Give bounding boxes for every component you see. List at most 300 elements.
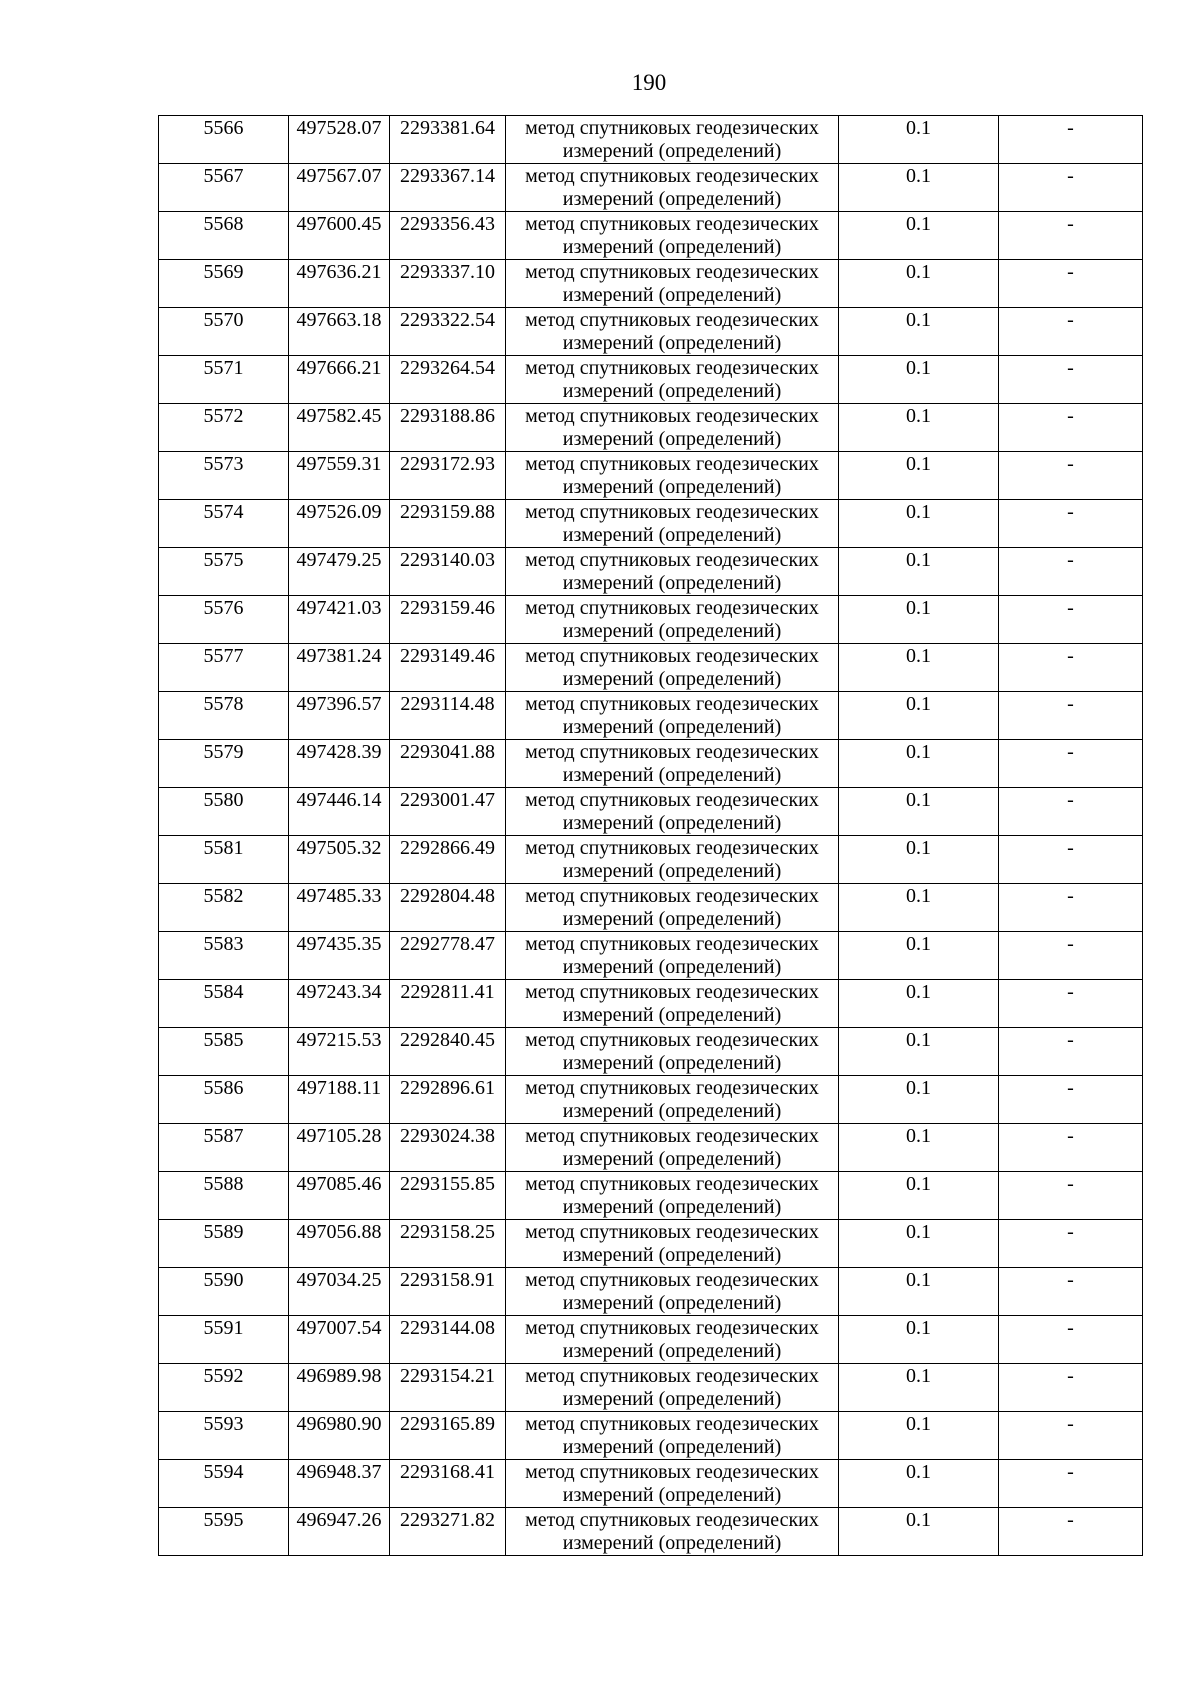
method-text: метод спутниковых геодезических измерений (определений) <box>525 1125 819 1170</box>
accuracy-cell <box>839 548 999 596</box>
y-coordinate-cell <box>390 1172 506 1220</box>
accuracy-value: 0.1 <box>906 453 931 475</box>
method-cell <box>506 212 839 260</box>
description-value: - <box>1067 213 1074 235</box>
accuracy-cell <box>839 884 999 932</box>
x-coordinate-cell <box>289 932 390 980</box>
x-coordinate-cell <box>289 1412 390 1460</box>
description-cell <box>999 1028 1143 1076</box>
point-number: 5566 <box>203 117 244 139</box>
method-text: метод спутниковых геодезических измерений (определений) <box>525 885 819 930</box>
x-coordinate: 497636.21 <box>296 261 382 283</box>
method-cell <box>506 1076 839 1124</box>
point-number-cell <box>159 884 289 932</box>
table-row <box>159 452 1143 500</box>
accuracy-cell <box>839 836 999 884</box>
table-row <box>159 1268 1143 1316</box>
description-cell <box>999 1508 1143 1556</box>
point-number-cell <box>159 404 289 452</box>
y-coordinate-cell <box>390 1124 506 1172</box>
point-number: 5572 <box>203 405 244 427</box>
accuracy-cell <box>839 1172 999 1220</box>
point-number-cell <box>159 980 289 1028</box>
accuracy-value: 0.1 <box>906 1365 931 1387</box>
y-coordinate-cell <box>390 884 506 932</box>
y-coordinate-cell <box>390 500 506 548</box>
x-coordinate-cell <box>289 788 390 836</box>
table-row <box>159 1028 1143 1076</box>
description-value: - <box>1067 789 1074 811</box>
accuracy-value: 0.1 <box>906 1269 931 1291</box>
x-coordinate: 497215.53 <box>296 1029 382 1051</box>
x-coordinate-cell <box>289 692 390 740</box>
method-cell <box>506 1220 839 1268</box>
accuracy-value: 0.1 <box>906 645 931 667</box>
accuracy-cell <box>839 1412 999 1460</box>
x-coordinate: 497188.11 <box>296 1077 382 1099</box>
description-value: - <box>1067 357 1074 379</box>
accuracy-cell <box>839 164 999 212</box>
method-cell <box>506 692 839 740</box>
description-value: - <box>1067 1461 1074 1483</box>
description-cell <box>999 1316 1143 1364</box>
method-text: метод спутниковых геодезических измерений (определений) <box>525 981 819 1026</box>
x-coordinate: 497435.35 <box>296 933 382 955</box>
description-value: - <box>1067 1365 1074 1387</box>
table-row <box>159 1460 1143 1508</box>
point-number: 5570 <box>203 309 244 331</box>
point-number-cell <box>159 692 289 740</box>
accuracy-value: 0.1 <box>906 1125 931 1147</box>
accuracy-cell <box>839 692 999 740</box>
x-coordinate-cell <box>289 500 390 548</box>
coordinates-table <box>158 115 1143 1556</box>
x-coordinate-cell <box>289 1364 390 1412</box>
method-text: метод спутниковых геодезических измерений (определений) <box>525 1269 819 1314</box>
table-row <box>159 1172 1143 1220</box>
table-row <box>159 308 1143 356</box>
y-coordinate: 2293188.86 <box>400 405 495 427</box>
point-number-cell <box>159 1268 289 1316</box>
description-cell <box>999 1364 1143 1412</box>
point-number: 5576 <box>203 597 244 619</box>
accuracy-value: 0.1 <box>906 1413 931 1435</box>
accuracy-cell <box>839 788 999 836</box>
accuracy-cell <box>839 500 999 548</box>
description-cell <box>999 1124 1143 1172</box>
accuracy-value: 0.1 <box>906 597 931 619</box>
point-number-cell <box>159 1316 289 1364</box>
y-coordinate-cell <box>390 308 506 356</box>
x-coordinate-cell <box>289 596 390 644</box>
description-value: - <box>1067 933 1074 955</box>
x-coordinate-cell <box>289 1460 390 1508</box>
method-cell <box>506 1268 839 1316</box>
y-coordinate: 2292866.49 <box>400 837 495 859</box>
y-coordinate: 2293149.46 <box>400 645 495 667</box>
x-coordinate-cell <box>289 644 390 692</box>
method-text: метод спутниковых геодезических измерений (определений) <box>525 405 819 450</box>
accuracy-value: 0.1 <box>906 261 931 283</box>
y-coordinate: 2293367.14 <box>400 165 495 187</box>
method-text: метод спутниковых геодезических измерений (определений) <box>525 501 819 546</box>
description-value: - <box>1067 837 1074 859</box>
accuracy-value: 0.1 <box>906 1221 931 1243</box>
point-number: 5590 <box>203 1269 244 1291</box>
description-cell <box>999 356 1143 404</box>
accuracy-value: 0.1 <box>906 1029 931 1051</box>
y-coordinate: 2292840.45 <box>400 1029 495 1051</box>
description-value: - <box>1067 1317 1074 1339</box>
table-row <box>159 1220 1143 1268</box>
point-number-cell <box>159 548 289 596</box>
y-coordinate-cell <box>390 1508 506 1556</box>
x-coordinate: 497505.32 <box>296 837 382 859</box>
method-cell <box>506 980 839 1028</box>
point-number-cell <box>159 836 289 884</box>
method-cell <box>506 356 839 404</box>
y-coordinate: 2293271.82 <box>400 1509 495 1531</box>
accuracy-value: 0.1 <box>906 981 931 1003</box>
accuracy-value: 0.1 <box>906 213 931 235</box>
point-number-cell <box>159 212 289 260</box>
point-number-cell <box>159 1172 289 1220</box>
y-coordinate: 2293024.38 <box>400 1125 495 1147</box>
x-coordinate: 497567.07 <box>296 165 382 187</box>
accuracy-cell <box>839 1124 999 1172</box>
x-coordinate-cell <box>289 404 390 452</box>
table-row <box>159 404 1143 452</box>
description-cell <box>999 1076 1143 1124</box>
description-value: - <box>1067 1413 1074 1435</box>
table-row <box>159 644 1143 692</box>
point-number: 5591 <box>203 1317 244 1339</box>
point-number-cell <box>159 1124 289 1172</box>
x-coordinate: 496980.90 <box>296 1413 382 1435</box>
y-coordinate-cell <box>390 596 506 644</box>
table-row <box>159 356 1143 404</box>
accuracy-cell <box>839 116 999 164</box>
y-coordinate-cell <box>390 212 506 260</box>
description-cell <box>999 836 1143 884</box>
point-number: 5580 <box>203 789 244 811</box>
point-number-cell <box>159 1460 289 1508</box>
y-coordinate: 2293140.03 <box>400 549 495 571</box>
point-number-cell <box>159 164 289 212</box>
accuracy-cell <box>839 1460 999 1508</box>
accuracy-cell <box>839 644 999 692</box>
x-coordinate-cell <box>289 164 390 212</box>
y-coordinate-cell <box>390 1316 506 1364</box>
description-value: - <box>1067 549 1074 571</box>
method-text: метод спутниковых геодезических измерений (определений) <box>525 1509 819 1554</box>
x-coordinate: 497056.88 <box>296 1221 382 1243</box>
table-row <box>159 980 1143 1028</box>
table-row <box>159 884 1143 932</box>
y-coordinate: 2293356.43 <box>400 213 495 235</box>
x-coordinate-cell <box>289 836 390 884</box>
x-coordinate: 496989.98 <box>296 1365 382 1387</box>
accuracy-value: 0.1 <box>906 1317 931 1339</box>
description-cell <box>999 500 1143 548</box>
y-coordinate: 2293172.93 <box>400 453 495 475</box>
y-coordinate-cell <box>390 260 506 308</box>
x-coordinate: 497600.45 <box>296 213 382 235</box>
y-coordinate-cell <box>390 356 506 404</box>
method-cell <box>506 260 839 308</box>
description-cell <box>999 260 1143 308</box>
accuracy-value: 0.1 <box>906 885 931 907</box>
point-number-cell <box>159 740 289 788</box>
method-cell <box>506 740 839 788</box>
method-text: метод спутниковых геодезических измерений (определений) <box>525 117 819 162</box>
accuracy-cell <box>839 1268 999 1316</box>
point-number-cell <box>159 1508 289 1556</box>
accuracy-cell <box>839 596 999 644</box>
point-number: 5579 <box>203 741 244 763</box>
x-coordinate-cell <box>289 116 390 164</box>
accuracy-cell <box>839 1508 999 1556</box>
description-cell <box>999 884 1143 932</box>
accuracy-value: 0.1 <box>906 741 931 763</box>
x-coordinate-cell <box>289 1268 390 1316</box>
table-row <box>159 1316 1143 1364</box>
x-coordinate-cell <box>289 356 390 404</box>
y-coordinate-cell <box>390 1028 506 1076</box>
x-coordinate: 497085.46 <box>296 1173 382 1195</box>
table-row <box>159 1364 1143 1412</box>
accuracy-cell <box>839 260 999 308</box>
accuracy-value: 0.1 <box>906 309 931 331</box>
method-text: метод спутниковых геодезических измерений (определений) <box>525 693 819 738</box>
point-number: 5587 <box>203 1125 244 1147</box>
accuracy-value: 0.1 <box>906 837 931 859</box>
method-text: метод спутниковых геодезических измерений (определений) <box>525 933 819 978</box>
description-value: - <box>1067 1029 1074 1051</box>
method-text: метод спутниковых геодезических измерений (определений) <box>525 645 819 690</box>
description-cell <box>999 308 1143 356</box>
x-coordinate-cell <box>289 1124 390 1172</box>
method-cell <box>506 164 839 212</box>
point-number-cell <box>159 1076 289 1124</box>
description-cell <box>999 404 1143 452</box>
x-coordinate-cell <box>289 308 390 356</box>
x-coordinate: 497446.14 <box>296 789 382 811</box>
table-row <box>159 164 1143 212</box>
point-number: 5574 <box>203 501 244 523</box>
x-coordinate-cell <box>289 1220 390 1268</box>
point-number: 5568 <box>203 213 244 235</box>
description-cell <box>999 740 1143 788</box>
accuracy-cell <box>839 404 999 452</box>
method-text: метод спутниковых геодезических измерений (определений) <box>525 741 819 786</box>
description-value: - <box>1067 597 1074 619</box>
method-text: метод спутниковых геодезических измерений (определений) <box>525 597 819 642</box>
point-number: 5588 <box>203 1173 244 1195</box>
description-cell <box>999 1268 1143 1316</box>
point-number-cell <box>159 116 289 164</box>
accuracy-value: 0.1 <box>906 405 931 427</box>
description-cell <box>999 596 1143 644</box>
point-number-cell <box>159 1028 289 1076</box>
table-row <box>159 1076 1143 1124</box>
y-coordinate-cell <box>390 1460 506 1508</box>
y-coordinate-cell <box>390 164 506 212</box>
point-number: 5589 <box>203 1221 244 1243</box>
point-number: 5582 <box>203 885 244 907</box>
table-row <box>159 836 1143 884</box>
y-coordinate: 2293158.91 <box>400 1269 495 1291</box>
point-number-cell <box>159 452 289 500</box>
description-value: - <box>1067 981 1074 1003</box>
accuracy-cell <box>839 740 999 788</box>
description-value: - <box>1067 261 1074 283</box>
point-number-cell <box>159 356 289 404</box>
y-coordinate: 2293264.54 <box>400 357 495 379</box>
x-coordinate-cell <box>289 212 390 260</box>
point-number: 5569 <box>203 261 244 283</box>
method-cell <box>506 404 839 452</box>
x-coordinate: 497479.25 <box>296 549 382 571</box>
y-coordinate: 2293337.10 <box>400 261 495 283</box>
y-coordinate-cell <box>390 692 506 740</box>
description-cell <box>999 212 1143 260</box>
description-cell <box>999 116 1143 164</box>
accuracy-value: 0.1 <box>906 501 931 523</box>
x-coordinate-cell <box>289 1508 390 1556</box>
y-coordinate-cell <box>390 1364 506 1412</box>
point-number-cell <box>159 932 289 980</box>
description-value: - <box>1067 501 1074 523</box>
x-coordinate: 497396.57 <box>296 693 382 715</box>
description-value: - <box>1067 885 1074 907</box>
method-text: метод спутниковых геодезических измерений (определений) <box>525 309 819 354</box>
table-row <box>159 260 1143 308</box>
accuracy-value: 0.1 <box>906 789 931 811</box>
accuracy-cell <box>839 1220 999 1268</box>
method-cell <box>506 788 839 836</box>
x-coordinate: 497105.28 <box>296 1125 382 1147</box>
point-number: 5577 <box>203 645 244 667</box>
x-coordinate-cell <box>289 980 390 1028</box>
description-cell <box>999 452 1143 500</box>
method-text: метод спутниковых геодезических измерений (определений) <box>525 357 819 402</box>
method-cell <box>506 1412 839 1460</box>
point-number-cell <box>159 1364 289 1412</box>
y-coordinate-cell <box>390 116 506 164</box>
method-text: метод спутниковых геодезических измерений (определений) <box>525 261 819 306</box>
description-value: - <box>1067 117 1074 139</box>
description-cell <box>999 1460 1143 1508</box>
table-row <box>159 1508 1143 1556</box>
x-coordinate: 497526.09 <box>296 501 382 523</box>
method-text: метод спутниковых геодезических измерений (определений) <box>525 1365 819 1410</box>
y-coordinate: 2293165.89 <box>400 1413 495 1435</box>
accuracy-cell <box>839 980 999 1028</box>
description-cell <box>999 1412 1143 1460</box>
x-coordinate-cell <box>289 452 390 500</box>
description-cell <box>999 788 1143 836</box>
point-number-cell <box>159 1412 289 1460</box>
method-cell <box>506 932 839 980</box>
accuracy-value: 0.1 <box>906 1077 931 1099</box>
y-coordinate: 2293154.21 <box>400 1365 495 1387</box>
x-coordinate: 497582.45 <box>296 405 382 427</box>
method-cell <box>506 452 839 500</box>
point-number: 5593 <box>203 1413 244 1435</box>
x-coordinate: 497421.03 <box>296 597 382 619</box>
accuracy-value: 0.1 <box>906 549 931 571</box>
description-value: - <box>1067 1221 1074 1243</box>
point-number: 5585 <box>203 1029 244 1051</box>
y-coordinate-cell <box>390 836 506 884</box>
x-coordinate: 497381.24 <box>296 645 382 667</box>
table-row <box>159 1412 1143 1460</box>
method-cell <box>506 1316 839 1364</box>
accuracy-value: 0.1 <box>906 933 931 955</box>
y-coordinate: 2293114.48 <box>400 693 495 715</box>
method-cell <box>506 308 839 356</box>
x-coordinate: 497243.34 <box>296 981 382 1003</box>
method-text: метод спутниковых геодезических измерений (определений) <box>525 1221 819 1266</box>
description-value: - <box>1067 1077 1074 1099</box>
description-value: - <box>1067 1269 1074 1291</box>
description-value: - <box>1067 1173 1074 1195</box>
table-row <box>159 596 1143 644</box>
y-coordinate-cell <box>390 1412 506 1460</box>
y-coordinate: 2293159.46 <box>400 597 495 619</box>
method-text: метод спутниковых геодезических измерений (определений) <box>525 453 819 498</box>
coordinates-table-body <box>159 116 1143 1556</box>
accuracy-cell <box>839 308 999 356</box>
description-cell <box>999 932 1143 980</box>
method-cell <box>506 1364 839 1412</box>
y-coordinate: 2292811.41 <box>400 981 495 1003</box>
method-text: метод спутниковых геодезических измерений (определений) <box>525 1413 819 1458</box>
point-number: 5571 <box>203 357 244 379</box>
x-coordinate-cell <box>289 740 390 788</box>
point-number: 5583 <box>203 933 244 955</box>
point-number: 5584 <box>203 981 244 1003</box>
description-cell <box>999 644 1143 692</box>
method-text: метод спутниковых геодезических измерений (определений) <box>525 1173 819 1218</box>
y-coordinate: 2293001.47 <box>400 789 495 811</box>
table-row <box>159 116 1143 164</box>
description-value: - <box>1067 309 1074 331</box>
point-number: 5581 <box>203 837 244 859</box>
x-coordinate: 496948.37 <box>296 1461 382 1483</box>
description-value: - <box>1067 741 1074 763</box>
y-coordinate-cell <box>390 740 506 788</box>
y-coordinate: 2293158.25 <box>400 1221 495 1243</box>
method-text: метод спутниковых геодезических измерений (определений) <box>525 549 819 594</box>
y-coordinate-cell <box>390 1076 506 1124</box>
accuracy-cell <box>839 932 999 980</box>
table-row <box>159 548 1143 596</box>
y-coordinate: 2292896.61 <box>400 1077 495 1099</box>
description-value: - <box>1067 165 1074 187</box>
table-row <box>159 740 1143 788</box>
description-cell <box>999 548 1143 596</box>
method-text: метод спутниковых геодезических измерений (определений) <box>525 1029 819 1074</box>
accuracy-value: 0.1 <box>906 1461 931 1483</box>
page-number: 190 <box>631 70 667 95</box>
y-coordinate: 2293041.88 <box>400 741 495 763</box>
x-coordinate: 497007.54 <box>296 1317 382 1339</box>
accuracy-value: 0.1 <box>906 165 931 187</box>
x-coordinate-cell <box>289 1076 390 1124</box>
method-text: метод спутниковых геодезических измерений (определений) <box>525 837 819 882</box>
